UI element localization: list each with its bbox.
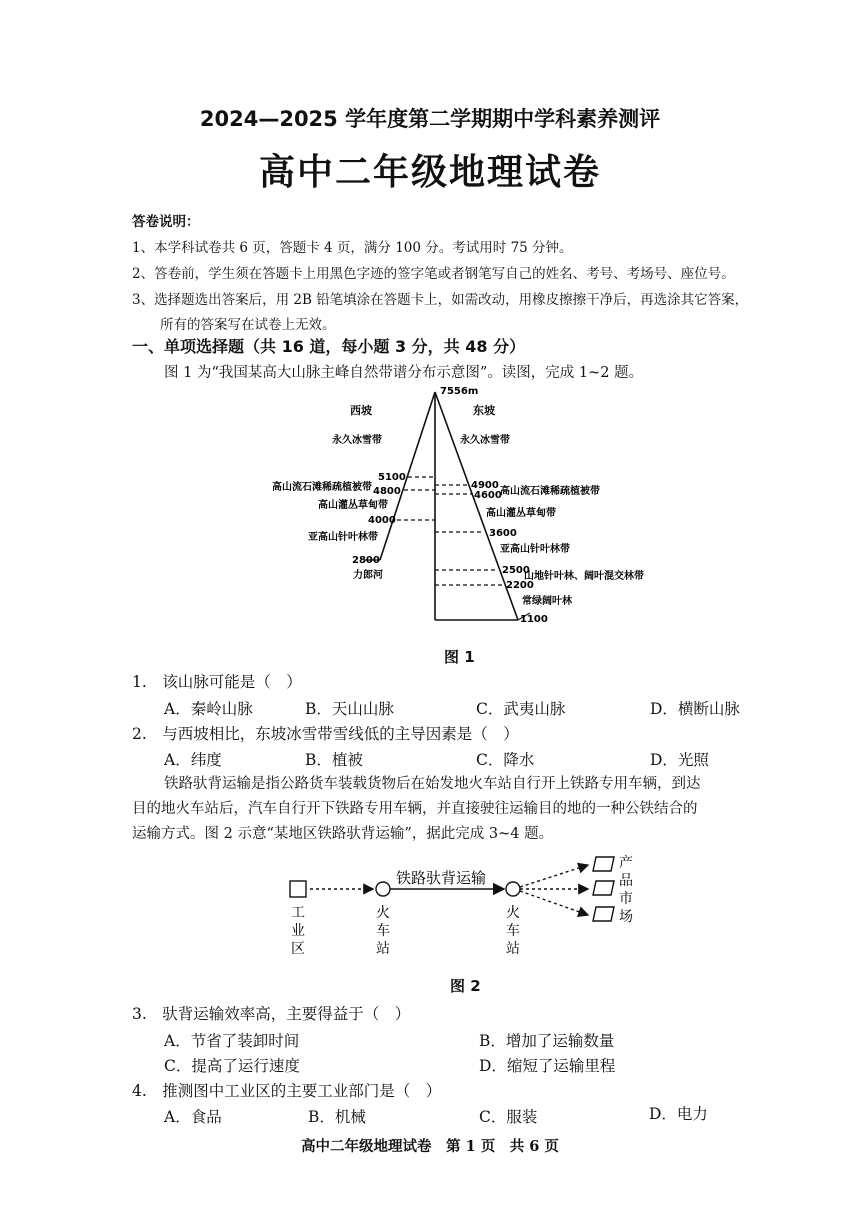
question-2-stem: 2. 与西坡相比，东坡冰雪带雪线低的主导因素是（ ） (132, 725, 519, 743)
instruction-item: 所有的答案写在试卷上无效。 (160, 317, 336, 333)
q3-option-b: B．增加了运输数量 (479, 1032, 615, 1050)
west-elev-4000: 4000 (368, 515, 396, 526)
svg-text:火: 火 (506, 905, 520, 921)
west-elev-5100: 5100 (378, 472, 406, 483)
arrival-station-circle (506, 882, 520, 896)
figure1-intro: 图 1 为“我国某高大山脉主峰自然带谱分布示意图”。读图，完成 1~2 题。 (164, 365, 644, 381)
q3-option-a: A．节省了装卸时间 (164, 1032, 300, 1050)
section-heading: 一、单项选择题（共 16 道，每小题 3 分，共 48 分） (132, 337, 526, 356)
q3-option-d: D．缩短了运输里程 (479, 1057, 616, 1075)
figure2-caption: 图 2 (450, 977, 481, 995)
exam-subtitle: 2024—2025 学年度第二学期期中学科素养测评 (199, 107, 661, 131)
east-elev-3600: 3600 (489, 528, 517, 539)
instructions-heading: 答卷说明： (132, 214, 200, 230)
passage-line: 运输方式。图 2 示意“某地区铁路驮背运输”，据此完成 3~4 题。 (132, 826, 554, 842)
question-1-stem: 1. 该山脉可能是（ ） (132, 673, 302, 691)
q4-option-c: C．服装 (479, 1108, 538, 1126)
q3-option-c: C．提高了运行速度 (164, 1057, 300, 1075)
q4-option-a: A．食品 (164, 1108, 222, 1126)
question-3-stem: 3. 驮背运输效率高，主要得益于（ ） (132, 1005, 411, 1023)
figure2-piggyback-diagram (280, 845, 660, 965)
exam-title: 高中二年级地理试卷 (258, 151, 601, 193)
svg-text:市: 市 (619, 891, 633, 907)
svg-text:业: 业 (291, 923, 305, 939)
q2-option-d: D．光照 (650, 751, 709, 769)
svg-text:站: 站 (376, 941, 390, 957)
q1-option-a: A．秦岭山脉 (164, 700, 253, 718)
q1-option-d: D．横断山脉 (650, 700, 740, 718)
east-zone-alpine-scree: 高山流石滩稀疏植被带 (500, 486, 600, 497)
q2-option-b: B．植被 (305, 751, 363, 769)
q4-option-d: D．电力 (649, 1105, 708, 1123)
svg-text:站: 站 (506, 941, 520, 957)
svg-text:工: 工 (291, 905, 305, 921)
east-zone-alpine-shrub: 高山灌丛草甸带 (486, 508, 556, 519)
west-snow-label: 永久冰雪带 (332, 435, 382, 446)
departure-station-circle (376, 882, 390, 896)
passage-line: 铁路驮背运输是指公路货车装载货物后在始发地火车站自行开上铁路专用车辆，到达 (164, 776, 701, 792)
railway-label: 铁路驮背运输 (396, 869, 487, 887)
svg-text:车: 车 (506, 923, 520, 939)
east-snow-label: 永久冰雪带 (460, 435, 510, 446)
west-zone-alpine-shrub: 高山灌丛草甸带 (318, 500, 388, 511)
passage-line: 目的地火车站后，汽车自行开下铁路专用车辆，并直接驶往运输目的地的一种公铁结合的 (132, 801, 698, 817)
instruction-item: 1、本学科试卷共 6 页，答题卡 4 页，满分 100 分。考试用时 75 分钟。 (132, 240, 573, 256)
east-zone-evergreen-broadleaf: 常绿阔叶林 (522, 596, 572, 607)
east-elev-4900: 4900 (471, 480, 499, 491)
instruction-item: 3、选择题选出答案后，用 2B 铅笔填涂在答题卡上，如需改动，用橡皮擦擦干净后，再选涂其它答案， (132, 292, 749, 308)
west-elev-2800: 2800 (352, 555, 380, 566)
east-zone-mixed-forest: 山地针叶林、阔叶混交林带 (524, 571, 644, 582)
east-elev-2500: 2500 (502, 565, 530, 576)
east-elev-1100: 1100 (520, 614, 548, 625)
west-slope-label: 西坡 (350, 404, 372, 417)
east-elev-4600: 4600 (474, 490, 502, 501)
svg-text:火: 火 (376, 905, 390, 921)
east-zone-subalpine-conifer: 亚高山针叶林带 (500, 544, 570, 555)
page-footer: 高中二年级地理试卷 第 1 页 共 6 页 (301, 1138, 559, 1155)
q2-option-a: A．纬度 (164, 751, 222, 769)
east-elev-2200: 2200 (506, 580, 534, 591)
instruction-item: 2、答卷前，学生须在答题卡上用黑色字迹的签字笔或者钢笔写自己的姓名、考号、考场号、座位号。 (132, 266, 735, 282)
figure1-caption: 图 1 (444, 648, 475, 666)
river-label: 力郎河 (353, 570, 383, 581)
svg-text:产: 产 (619, 855, 633, 871)
svg-text:车: 车 (376, 923, 390, 939)
q4-option-b: B．机械 (308, 1108, 366, 1126)
question-4-stem: 4. 推测图中工业区的主要工业部门是（ ） (132, 1082, 442, 1100)
q1-option-b: B．天山山脉 (305, 700, 394, 718)
svg-text:区: 区 (291, 941, 305, 957)
q1-option-c: C．武夷山脉 (476, 700, 566, 718)
peak-elevation: 7556m (440, 386, 479, 397)
industrial-area-square (290, 881, 306, 897)
west-zone-subalpine-conifer: 亚高山针叶林带 (308, 532, 378, 543)
west-elev-4800: 4800 (373, 486, 401, 497)
figure1-mountain-diagram (260, 380, 680, 640)
east-slope-label: 东坡 (473, 404, 495, 417)
svg-text:品: 品 (619, 873, 633, 889)
svg-text:场: 场 (619, 909, 633, 925)
q2-option-c: C．降水 (476, 751, 535, 769)
west-zone-alpine-scree: 高山流石滩稀疏植被带 (272, 482, 372, 493)
